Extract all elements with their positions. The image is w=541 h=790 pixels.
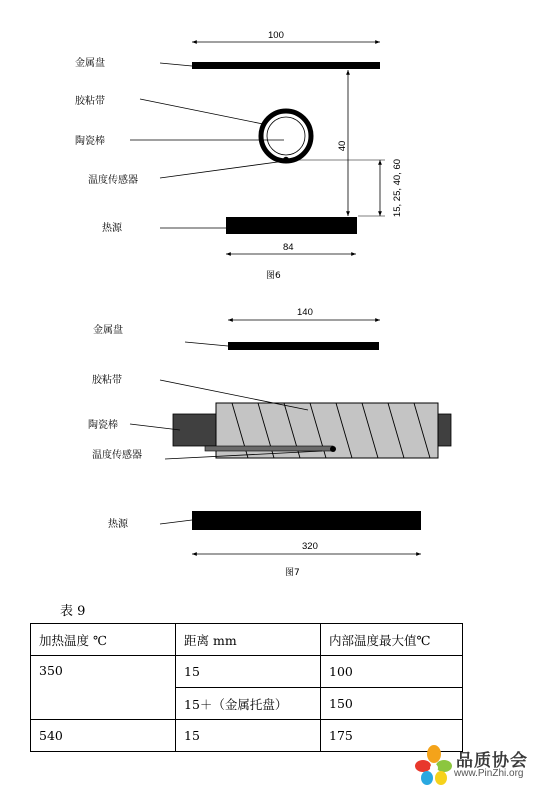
dimension-bottom-label: 320 xyxy=(302,541,318,552)
dimension-top-label: 140 xyxy=(297,307,313,318)
data-table xyxy=(30,623,463,752)
dimension-bottom-label: 84 xyxy=(283,242,294,253)
ceramic-rod-end-right xyxy=(437,414,451,446)
ceramic-rod-section xyxy=(267,117,305,155)
header-cell: 内部温度最大值℃ xyxy=(321,624,463,656)
label-tape: 胶粘带 xyxy=(75,96,105,107)
label-metal-plate: 金属盘 xyxy=(93,325,123,336)
metal-plate xyxy=(228,342,379,350)
dimension-vertical-label: 40 xyxy=(337,140,348,152)
table-cell: 175 xyxy=(321,720,463,752)
watermark-url: www.PinZhi.org xyxy=(454,768,524,779)
table-cell: 350 xyxy=(31,656,176,720)
table-cell: 100 xyxy=(321,656,463,688)
leader-line xyxy=(160,63,192,66)
leader-line xyxy=(185,342,228,346)
table-title: 表 9 xyxy=(60,604,86,619)
dimension-distances-label: 15, 25, 40, 60 xyxy=(392,158,403,218)
leader-line xyxy=(160,520,192,524)
leader-line xyxy=(130,424,180,430)
figure-6-caption: 图6 xyxy=(266,271,281,281)
header-cell: 加热温度 ℃ xyxy=(31,624,176,656)
table-cell: 150 xyxy=(321,688,463,720)
table-header-row xyxy=(31,624,463,656)
figure-6 xyxy=(75,30,403,281)
label-ceramic-rod: 陶瓷棒 xyxy=(88,420,118,431)
watermark-title: 品质协会 xyxy=(456,751,528,771)
dimension-top-label: 100 xyxy=(268,30,284,41)
temperature-sensor-tip xyxy=(330,446,336,452)
leader-line xyxy=(140,99,263,124)
heat-source xyxy=(192,511,421,530)
leader-line xyxy=(160,161,285,178)
flower-logo-icon xyxy=(412,744,456,786)
temperature-sensor-dot xyxy=(283,157,289,163)
table-cell: 15＋（金属托盘） xyxy=(176,688,321,720)
temperature-sensor-bar xyxy=(205,446,333,451)
label-tape: 胶粘带 xyxy=(92,375,122,386)
table-cell: 15 xyxy=(176,656,321,688)
figure-7 xyxy=(88,307,456,578)
label-metal-plate: 金属盘 xyxy=(75,58,105,69)
label-heat-source: 热源 xyxy=(102,223,122,234)
label-ceramic-rod: 陶瓷棒 xyxy=(75,136,105,147)
label-temperature-sensor: 温度传感器 xyxy=(92,450,142,461)
metal-plate xyxy=(192,62,380,69)
heat-source xyxy=(226,217,357,234)
header-cell: 距离 mm xyxy=(176,624,321,656)
table-row xyxy=(31,720,463,752)
watermark-logo xyxy=(412,744,541,786)
table-cell: 540 xyxy=(31,720,176,752)
figure-7-caption: 图7 xyxy=(285,568,300,578)
label-temperature-sensor: 温度传感器 xyxy=(88,175,138,186)
table-cell: 15 xyxy=(176,720,321,752)
label-heat-source: 热源 xyxy=(108,519,128,530)
table-row xyxy=(31,656,463,688)
